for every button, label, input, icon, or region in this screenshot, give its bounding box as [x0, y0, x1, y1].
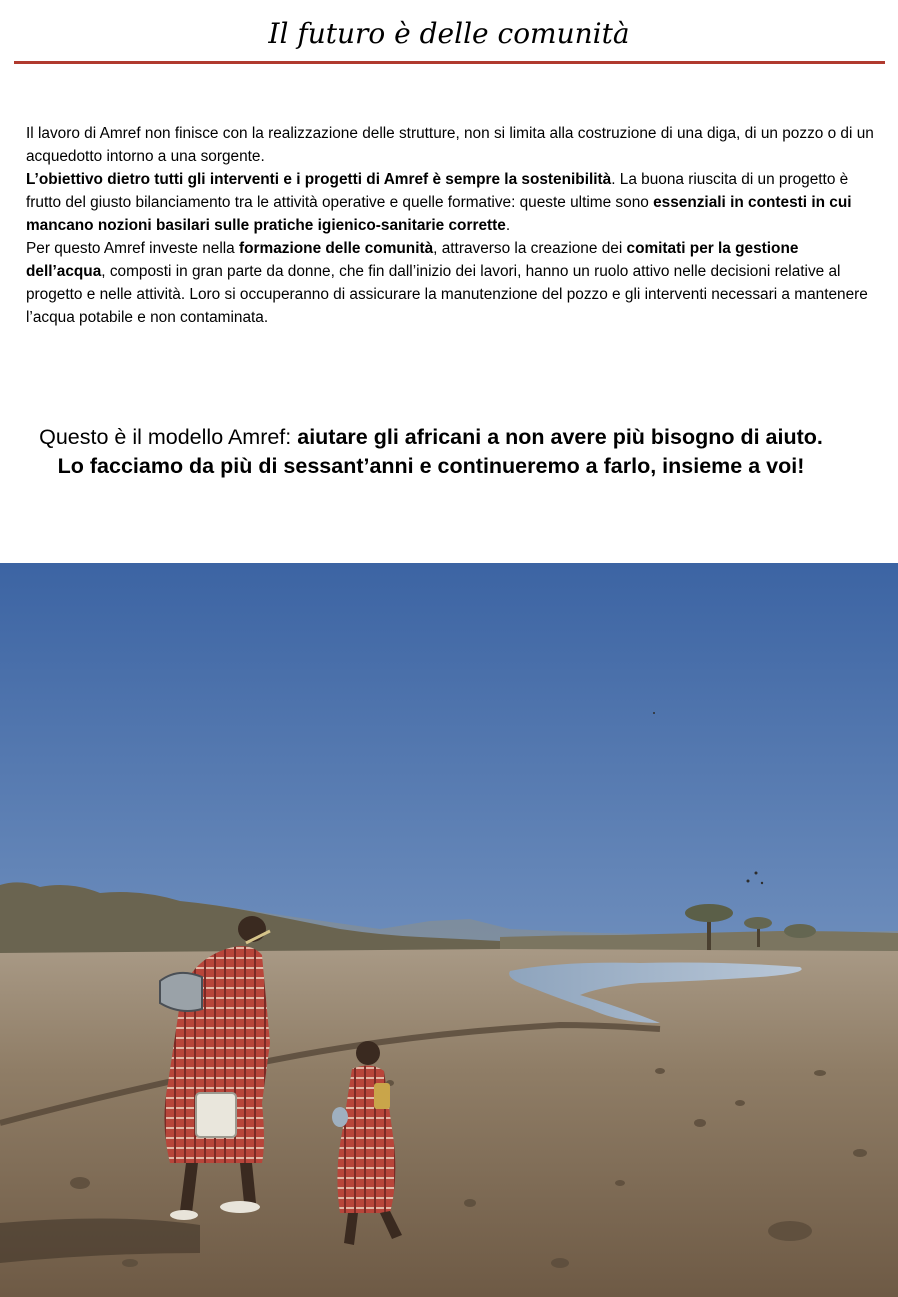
quote-line-2-bold: Lo facciamo da più di sessant’anni e continueremo a farlo, insieme a voi! — [57, 454, 805, 478]
body-text — [26, 122, 878, 329]
bold-water-committees: comitati per la gestione dell’acqua — [26, 240, 799, 280]
photo-illustration — [0, 563, 898, 1297]
paragraph-3-text-3: , composti in gran parte da donne, che fin dall’inizio dei lavori, hanno un ruolo attivo nelle decisioni relative al progetto e nelle attività. Loro si occuperanno di assicurare la manutenzione del pozzo e gli interventi necessari a mantenere l’acqua potabile e non contaminata. — [26, 263, 868, 326]
quote-line-1 — [0, 423, 862, 452]
quote-line-2 — [0, 452, 862, 481]
title-divider — [14, 61, 885, 64]
bold-community-training: formazione delle comunità — [239, 240, 434, 257]
paragraph-3 — [26, 237, 878, 329]
paragraph-2-text-1: . La buona riuscita di un progetto è frutto del giusto bilanciamento tra le attività operative e quelle formative: queste ultime sono — [26, 171, 849, 211]
page-header — [0, 0, 898, 66]
paragraph-3-text-1: Per questo Amref investe nella — [26, 240, 240, 257]
page-title: Il futuro è delle comunità — [268, 17, 630, 50]
paragraph-2 — [26, 168, 878, 237]
bold-essential-contexts: essenziali in contesti in cui mancano nozioni basilari sulle pratiche igienico-sanitarie corrette — [26, 194, 852, 234]
bold-sustainability: L’obiettivo dietro tutti gli interventi e i progetti di Amref è sempre la sostenibilità — [26, 171, 612, 188]
savanna-photo — [0, 563, 898, 1297]
quote-line-1-bold: aiutare gli africani a non avere più bisogno di aiuto. — [297, 425, 823, 449]
closing-quote — [0, 423, 862, 481]
paragraph-3-text-2: , attraverso la creazione dei — [433, 240, 627, 257]
paragraph-2-text-2: . — [505, 217, 511, 234]
paragraph-1: Il lavoro di Amref non finisce con la realizzazione delle strutture, non si limita alla costruzione di una diga, di un pozzo o di un acquedotto intorno a una sorgente. — [26, 125, 874, 165]
quote-line-1-text: Questo è il modello Amref: — [39, 425, 298, 449]
